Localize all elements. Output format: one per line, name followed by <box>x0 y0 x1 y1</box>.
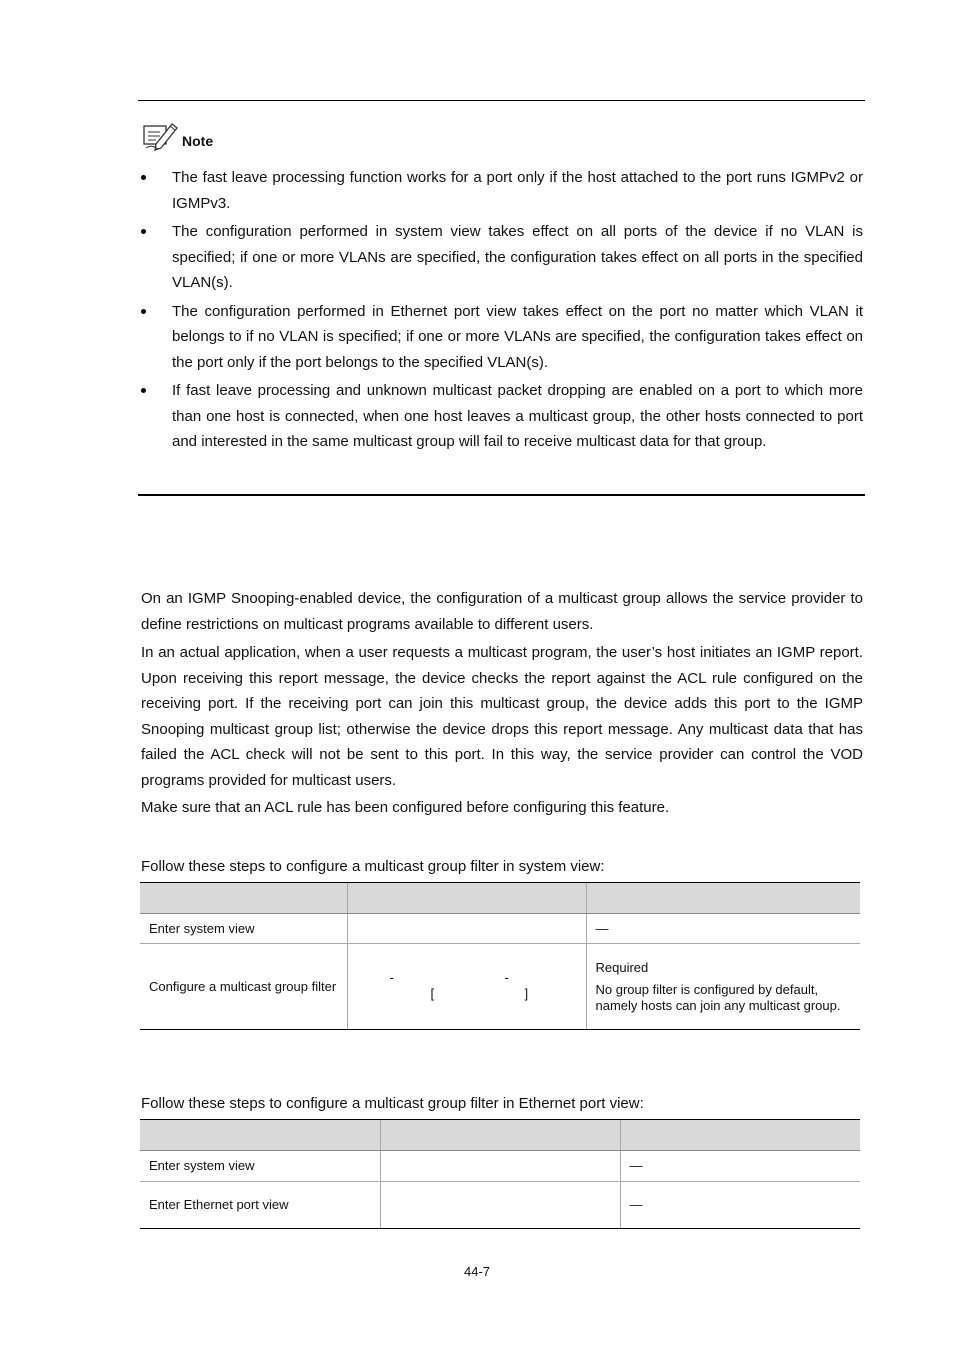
note-pencil-icon <box>142 120 180 152</box>
header-cell <box>380 1120 620 1151</box>
table-header-row <box>140 1120 860 1151</box>
page-number: 44-7 <box>463 1264 491 1279</box>
remark-required: Required <box>595 959 649 975</box>
table-row <box>140 1182 860 1229</box>
bullet-icon <box>141 175 146 180</box>
command-fragment: [ <box>430 985 435 1001</box>
system-view-intro: Follow these steps to configure a multicast group filter in system view: <box>141 858 605 875</box>
table-row <box>140 914 860 944</box>
table-row <box>140 944 860 1030</box>
remark-cell: — <box>620 1151 860 1182</box>
body-paragraph: In an actual application, when a user requests a multicast program, the user’s host initiates an IGMP report. Upon receiving this report message, the device checks the report against the ACL rule configured on the receiving port. If the receiving port can join this multicast group, the device adds this port to the IGMP Snooping multicast group list; otherwise the device drops this report message. Any multicast data that has failed the ACL check will not be sent to this port. In this way, the service provider can control the VOD programs provided for multicast users. <box>141 644 863 789</box>
remark-detail: No group filter is configured by default, namely hosts can join any multicast group. <box>595 981 841 1013</box>
command-cell <box>380 1182 620 1229</box>
operation-cell: Enter Ethernet port view <box>140 1182 380 1229</box>
operation-cell: Enter system view <box>140 914 347 944</box>
list-item <box>172 378 863 455</box>
top-rule <box>138 100 865 101</box>
bullet-icon <box>141 309 146 314</box>
table-header-row <box>140 883 860 914</box>
remark-cell: — <box>586 914 860 944</box>
header-cell <box>347 883 586 914</box>
command-fragment: ] <box>524 985 529 1001</box>
note-label: Note <box>182 133 214 149</box>
body-paragraph: Make sure that an ACL rule has been configured before configuring this feature. <box>141 799 670 816</box>
list-item <box>172 299 863 376</box>
command-cell <box>347 914 586 944</box>
port-view-table <box>140 1119 860 1229</box>
bottom-rule <box>138 494 865 496</box>
bullet-icon <box>141 388 146 393</box>
operation-cell: Configure a multicast group filter <box>140 944 347 1030</box>
list-item <box>172 219 863 296</box>
command-fragment: - <box>389 969 394 985</box>
port-view-intro: Follow these steps to configure a multicast group filter in Ethernet port view: <box>141 1095 644 1112</box>
command-fragment: - <box>504 969 509 985</box>
operation-cell: Enter system view <box>140 1151 380 1182</box>
note-list <box>172 165 863 458</box>
header-cell <box>586 883 860 914</box>
command-cell <box>380 1151 620 1182</box>
note-item-text: The configuration performed in Ethernet port view takes effect on the port no matter which VLAN it belongs to if no VLAN is specified; if one or more VLANs are specified, the configuration takes effect on the port only if the port belongs to the specified VLAN(s). <box>172 302 863 371</box>
note-item-text: The fast leave processing function works for a port only if the host attached to the port runs IGMPv2 or IGMPv3. <box>172 169 863 212</box>
command-cell <box>347 944 586 1030</box>
body-paragraph: On an IGMP Snooping-enabled device, the configuration of a multicast group allows the service provider to define restrictions on multicast programs available to different users. <box>141 590 863 633</box>
note-item-text: If fast leave processing and unknown multicast packet dropping are enabled on a port to which more than one host is connected, when one host leaves a multicast group, the other hosts connected to port and interested in the same multicast group will fail to receive multicast data for that group. <box>172 382 863 450</box>
note-item-text: The configuration performed in system view takes effect on all ports of the device if no VLAN is specified; if one or more VLANs are specified, the configuration takes effect on all ports in the specified VLAN(s). <box>172 223 863 291</box>
header-cell <box>140 1120 380 1151</box>
remark-cell: — <box>620 1182 860 1229</box>
header-cell <box>620 1120 860 1151</box>
bullet-icon <box>141 229 146 234</box>
table-row <box>140 1151 860 1182</box>
list-item <box>172 165 863 216</box>
remark-cell <box>586 944 860 1030</box>
system-view-table <box>140 882 860 1030</box>
header-cell <box>140 883 347 914</box>
